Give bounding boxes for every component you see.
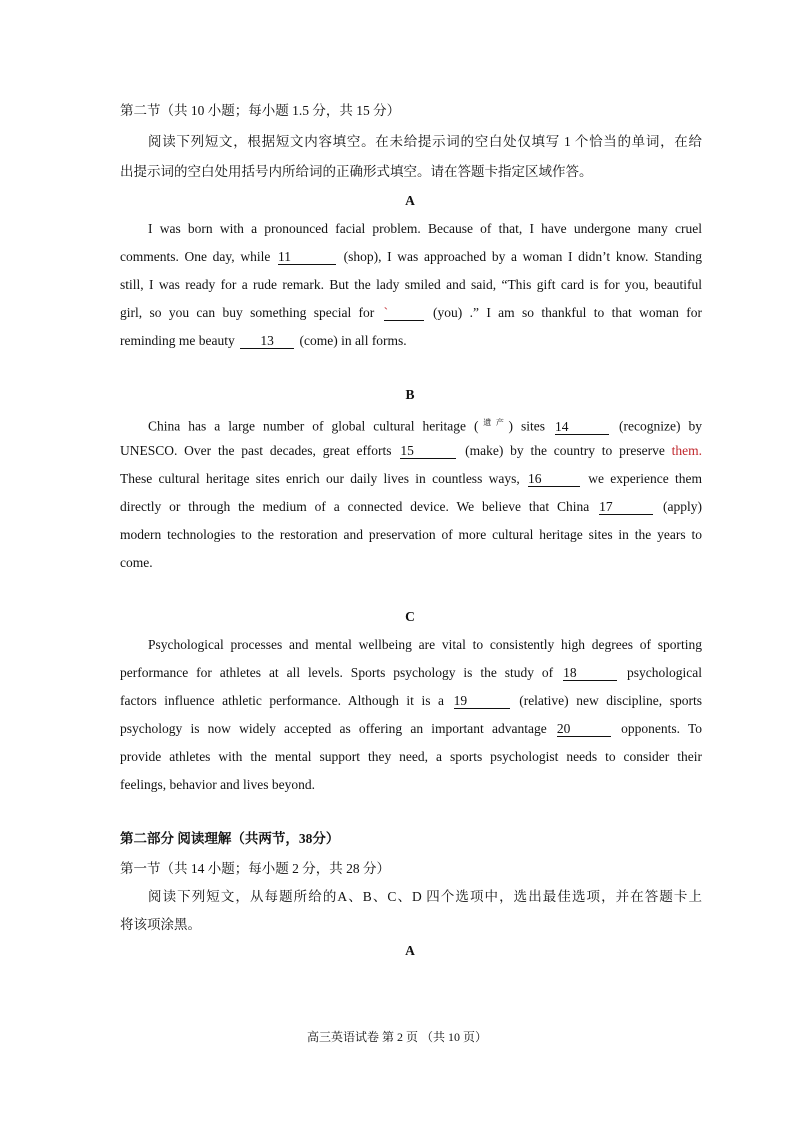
blank-14[interactable]: 14	[555, 419, 609, 435]
text-segment: psychology is now widely accepted as offering an important advantage	[120, 721, 547, 736]
text-segment: psychological	[627, 665, 702, 680]
blank-19[interactable]: 19	[454, 693, 510, 709]
text-segment: performance for athletes at all levels. Sports psychology is the study of	[120, 665, 554, 680]
passage-b-heading: B	[405, 387, 415, 402]
passage-c-line6: feelings, behavior and lives beyond.	[120, 777, 315, 792]
passage-b-line1	[148, 414, 702, 436]
passage-b-line3	[120, 470, 702, 488]
text-segment: UNESCO. Over the past decades, great efforts	[120, 443, 392, 458]
passage-b-line6: come.	[120, 555, 153, 570]
page-footer: 高三英语试卷 第 2 页 （共 10 页）	[306, 1030, 487, 1044]
passage-b-line5: modern technologies to the restoration and preservation of more cultural heritage sites in the years to	[120, 527, 702, 542]
blank-15[interactable]: 15	[400, 443, 456, 459]
passage-b-line2	[120, 442, 702, 460]
passage-c-line5: provide athletes with the mental support they need, a sports psychologist needs to consider their	[120, 749, 702, 764]
section-title: 第二节（共 10 小题；每小题 1.5 分，共 15 分）	[120, 103, 401, 118]
section-instructions-line2: 出提示词的空白处用括号内所给词的正确形式填空。请在答题卡指定区域作答。	[120, 164, 593, 179]
part-instructions-line2: 将该项涂黑。	[120, 917, 201, 932]
blank-18[interactable]: 18	[563, 665, 617, 681]
text-segment: comments. One day, while	[120, 249, 271, 264]
part-passage-a-heading: A	[405, 943, 415, 958]
blank-16[interactable]: 16	[528, 471, 580, 487]
blank-12[interactable]: `	[384, 305, 424, 321]
part-instructions-line1: 阅读下列短文，从每题所给的A、B、C、D 四个选项中，选出最佳选项，并在答题卡上	[148, 889, 702, 904]
passage-c-line4	[120, 720, 702, 738]
text-segment: ) sites	[508, 418, 545, 434]
text-segment: These cultural heritage sites enrich our daily lives in countless ways,	[120, 471, 520, 486]
blank-13[interactable]: 13	[240, 333, 294, 349]
part-section-title: 第一节（共 14 小题；每小题 2 分，共 28 分）	[120, 861, 390, 876]
text-segment: directly or through the medium of a connected device. We believe that China	[120, 499, 590, 514]
passage-b-line4	[120, 498, 702, 516]
text-segment: (shop), I was approached by a woman I didn’t know. Standing	[343, 249, 702, 264]
blank-20[interactable]: 20	[557, 721, 611, 737]
section-instructions-line1: 阅读下列短文，根据短文内容填空。在未给提示词的空白处仅填写 1 个恰当的单词，在给	[148, 134, 702, 149]
passage-c-line1: Psychological processes and mental wellbeing are vital to consistently high degrees of sporting	[148, 637, 702, 652]
text-segment: (make) by the country to preserve	[465, 443, 665, 458]
text-segment: (come) in all forms.	[299, 333, 407, 348]
footnote-gloss: 遗产	[478, 418, 509, 427]
blank-11[interactable]: 11	[278, 249, 336, 265]
passage-a-line1: I was born with a pronounced facial problem. Because of that, I have undergone many cruel	[148, 221, 702, 236]
passage-c-line2	[120, 664, 702, 682]
text-segment: (relative) new discipline, sports	[519, 693, 703, 708]
blank-17[interactable]: 17	[599, 499, 653, 515]
passage-a-line3: still, I was ready for a rude remark. But the lady smiled and said, “This gift card is for you, beautiful	[120, 277, 702, 292]
text-segment: factors influence athletic performance. Although it is a	[120, 693, 445, 708]
highlighted-word: them.	[671, 443, 703, 458]
passage-a-line2	[120, 248, 702, 266]
text-segment: China has a large number of global cultural heritage (	[148, 418, 479, 434]
passage-a-heading: A	[405, 193, 415, 208]
text-segment: (you) .” I am so thankful to that woman for	[433, 305, 702, 320]
text-segment: (apply)	[663, 499, 703, 514]
text-segment: reminding me beauty	[120, 333, 235, 348]
text-segment: girl, so you can buy something special for	[120, 305, 375, 320]
text-segment: opponents. To	[621, 721, 702, 736]
part-title: 第二部分 阅读理解（共两节，38分）	[120, 831, 340, 846]
passage-a-line5	[120, 332, 702, 350]
text-segment: (recognize) by	[619, 418, 702, 434]
passage-c-line3	[120, 692, 702, 710]
passage-c-heading: C	[405, 609, 415, 624]
text-segment: we experience them	[588, 471, 703, 486]
passage-a-line4	[120, 304, 702, 322]
